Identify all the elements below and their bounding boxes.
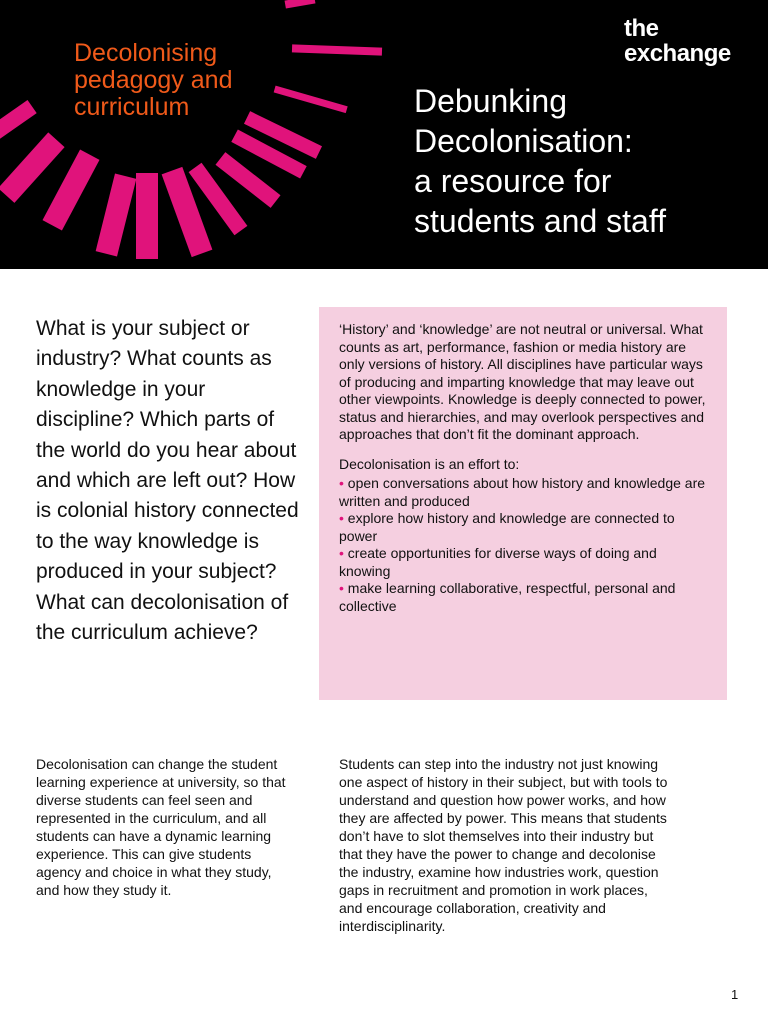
bullet-text: make learning collaborative, respectful, personal and collective (339, 580, 676, 614)
sunburst-ray (0, 100, 37, 145)
title-line: students and staff (414, 203, 667, 239)
sunburst-ray (136, 173, 158, 259)
title-line: Debunking (414, 83, 567, 119)
logo-line: exchange (624, 40, 731, 67)
sunburst-ray (285, 0, 316, 9)
bullet-item (339, 580, 711, 615)
guiding-questions: What is your subject or industry? What counts as knowledge in your discipline? Which parts of the world do you hear about and which are left out? How is colonial history connected to the way knowledge is produced in your subject? What can decolonisation of the curriculum achieve? (36, 317, 299, 645)
bullet-text: open conversations about how history and knowledge are written and produced (339, 475, 706, 509)
title-line: Decolonisation: (414, 123, 633, 159)
bullet-item (339, 475, 711, 510)
logo-line: the (624, 15, 659, 42)
title-line: a resource for (414, 163, 612, 199)
bullet-dot-icon: • (339, 580, 344, 596)
bullet-item (339, 545, 711, 580)
bullet-text: explore how history and knowledge are connected to power (339, 510, 675, 544)
bullet-text: create opportunities for diverse ways of doing and knowing (339, 545, 657, 579)
header-banner (0, 0, 768, 269)
bullet-dot-icon: • (339, 510, 344, 526)
info-box (319, 307, 727, 700)
the-exchange-logo (624, 16, 731, 66)
series-subtitle: Decolonising pedagogy and curriculum (74, 39, 233, 121)
body-paragraph-left: Decolonisation can change the student learning experience at university, so that diverse students can feel seen and represented in the curriculum, and all students can have a dynamic learning experience. This can give students agency and choice in what they study, and how they study it. (36, 756, 286, 898)
bullet-dot-icon: • (339, 545, 344, 561)
info-box-lead: Decolonisation is an effort to: (339, 455, 520, 472)
bullet-dot-icon: • (339, 475, 344, 491)
sunburst-ray (292, 44, 382, 55)
info-box-intro: ‘History’ and ‘knowledge’ are not neutral or universal. What counts as art, performance, fashion or media history are only versions of history. All disciplines have particular ways of producing and imparting knowledge that may leave out other viewpoints. Knowledge is deeply connected to power, status and hierarchies, and may overlook perspectives and approaches that don’t fit the dominant approach. (339, 321, 706, 442)
document-title (414, 81, 754, 241)
page-number: 1 (731, 987, 739, 1002)
sunburst-ray (96, 174, 137, 257)
sunburst-ray (0, 132, 65, 202)
bullet-item (339, 510, 711, 545)
body-paragraph-right: Students can step into the industry not just knowing one aspect of history in their subject, but with tools to understand and question how power works, and how they are affected by power. This means that students don’t have to slot themselves into their industry but that they have the power to change and decolonise the industry, examine how industries work, question gaps in recruitment and promotion in work places, and encourage collaboration, creativity and interdisciplinarity. (339, 756, 668, 934)
